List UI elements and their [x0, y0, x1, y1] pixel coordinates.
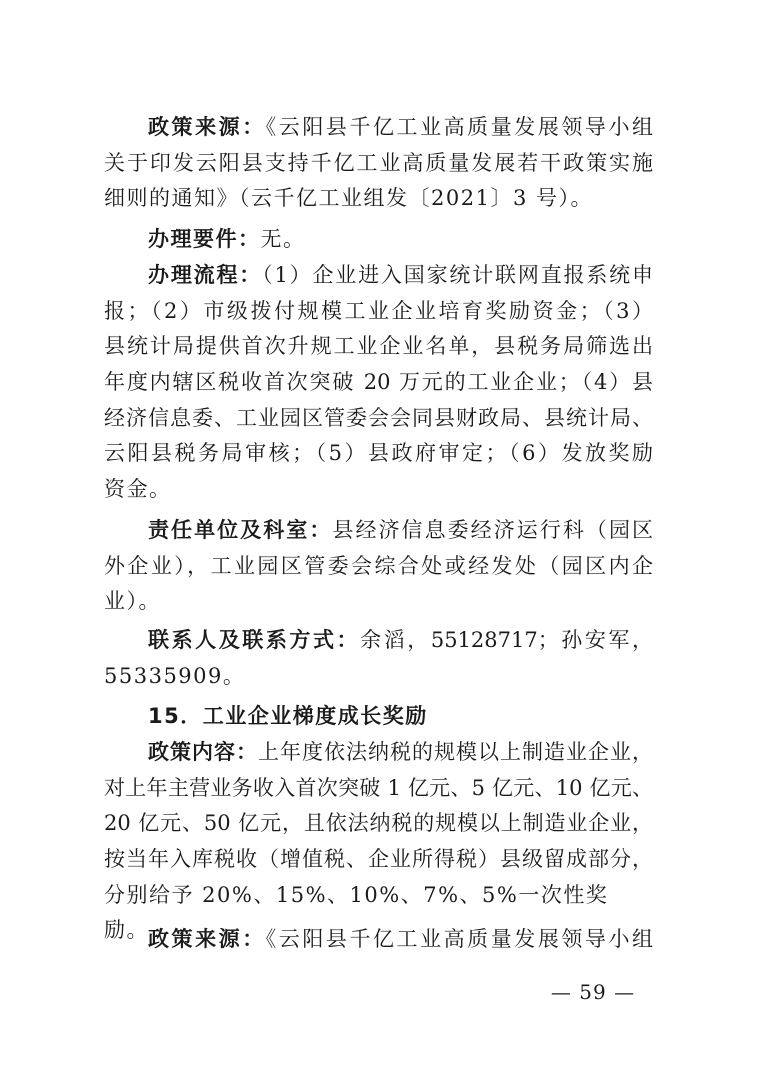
- required-documents-label: 办理要件：: [148, 227, 261, 251]
- required-documents-paragraph: [104, 222, 653, 258]
- paragraph-line: 报；（2）市级拨付规模工业企业培育奖励资金；（3）: [104, 298, 653, 323]
- contact-paragraph: [104, 623, 653, 694]
- paragraph-line: [104, 258, 653, 294]
- paragraph-line: 55335909。: [104, 663, 246, 688]
- line-text: 余滔，55128717；孙安军，: [360, 628, 653, 652]
- paragraph-line: 资金。: [104, 477, 172, 502]
- line-text: 《云阳县千亿工业高质量发展领导小组: [265, 115, 654, 139]
- paragraph-line: [104, 513, 653, 549]
- paragraph-line: [104, 222, 653, 258]
- process-label: 办理流程：: [148, 263, 263, 287]
- paragraph-line: 外企业），工业园区管委会综合处或经发处（园区内企: [104, 553, 653, 578]
- line-text: （1）企业进入国家统计联网直报系统申: [262, 263, 654, 287]
- paragraph-line: 县统计局提供首次升规工业企业名单，县税务局筛选出: [104, 334, 653, 359]
- paragraph-line: 经济信息委、工业园区管委会会同县财政局、县统计局、: [104, 405, 653, 430]
- line-text: 县经济信息委经济运行科（园区: [332, 518, 654, 542]
- paragraph-line: 分别给予 20%、15%、10%、7%、5%一次性奖励。: [104, 882, 609, 943]
- paragraph-line: 对上年主营业务收入首次突破 1 亿元、5 亿元、10 亿元、: [104, 775, 653, 800]
- line-text: 《云阳县千亿工业高质量发展领导小组: [265, 927, 654, 951]
- paragraph-line: 业）。: [104, 589, 161, 614]
- paragraph-line: [104, 110, 653, 146]
- paragraph-line: [104, 922, 653, 958]
- line-text: 上年度依法纳税的规模以上制造业企业，: [258, 740, 653, 764]
- section-heading: 15．工业企业梯度成长奖励: [148, 704, 428, 728]
- paragraph-line: 按当年入库税收（增值税、企业所得税）县级留成部分，: [104, 847, 653, 872]
- responsible-unit-paragraph: [104, 513, 653, 620]
- policy-source-label: 政策来源：: [148, 115, 266, 139]
- contact-label: 联系人及联系方式：: [148, 628, 361, 652]
- process-paragraph: [104, 258, 653, 508]
- responsible-unit-label: 责任单位及科室：: [148, 518, 333, 542]
- section-heading-block: [104, 699, 653, 735]
- paragraph-line: 年度内辖区税收首次突破 20 万元的工业企业；（4）县: [104, 370, 653, 395]
- paragraph-line: 云阳县税务局审核；（5）县政府审定；（6）发放奖励: [104, 441, 653, 466]
- line-text: 无。: [260, 227, 306, 251]
- page-number: — 59 —: [550, 980, 636, 1004]
- paragraph-line: 细则的通知》（云千亿工业组发〔2021〕3 号）。: [104, 186, 593, 211]
- paragraph-line: 关于印发云阳县支持千亿工业高质量发展若干政策实施: [104, 150, 653, 175]
- policy-source-paragraph-2: [104, 922, 653, 958]
- paragraph-line: 20 亿元、50 亿元，且依法纳税的规模以上制造业企业，: [104, 811, 653, 836]
- paragraph-line: [104, 735, 653, 771]
- policy-source-label: 政策来源：: [148, 927, 266, 951]
- policy-content-label: 政策内容：: [148, 740, 258, 764]
- paragraph-line: [104, 623, 653, 659]
- policy-source-paragraph: [104, 110, 653, 217]
